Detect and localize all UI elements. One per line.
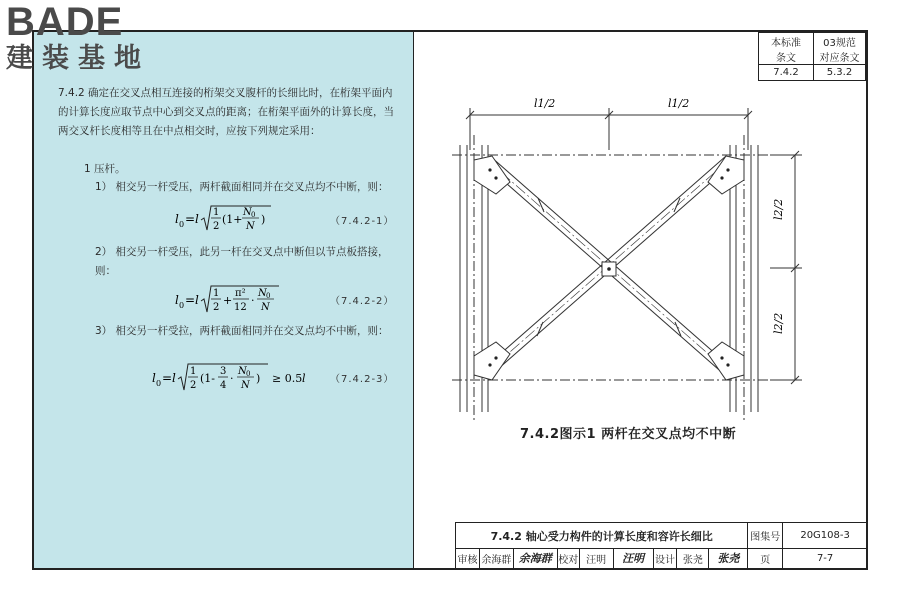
gusset-bottom-left xyxy=(474,342,510,380)
svg-text:·: · xyxy=(230,372,234,385)
svg-text:N: N xyxy=(243,207,252,218)
ref-header-right-line2: 对应条文 xyxy=(819,52,860,64)
page-number: 7-7 xyxy=(816,552,834,564)
atlas-label: 图集号 xyxy=(748,523,783,548)
svg-text:N: N xyxy=(241,380,250,391)
ref-value-left: 7.4.2 xyxy=(759,65,814,81)
svg-text:0: 0 xyxy=(179,301,185,310)
svg-text:·: · xyxy=(251,294,255,307)
eq1-number: （7.4.2-1） xyxy=(330,216,395,227)
svg-text:≥ 0.5: ≥ 0.5 xyxy=(272,372,303,385)
ref-value-right: 5.3.2 xyxy=(814,65,866,81)
formula-3-svg xyxy=(152,362,312,394)
signature-row xyxy=(456,548,867,568)
case-3-text: 3） 相交另一杆受拉，两杆截面相同并在交叉点均不中断，则： xyxy=(95,325,389,337)
ref-header-right xyxy=(814,33,866,65)
svg-text:0: 0 xyxy=(156,379,162,388)
eq2-number: （7.4.2-2） xyxy=(330,296,395,307)
title-block xyxy=(455,522,867,568)
svg-text:π²: π² xyxy=(235,288,246,299)
svg-text:4: 4 xyxy=(220,380,227,391)
svg-text:l: l xyxy=(175,212,179,226)
svg-text:12: 12 xyxy=(234,302,247,313)
svg-text:l: l xyxy=(175,293,179,307)
bolt xyxy=(494,176,497,179)
bolt xyxy=(488,363,491,366)
bolt xyxy=(726,363,729,366)
svg-text:l: l xyxy=(195,293,199,307)
ref-header-right-line1: 03规范 xyxy=(823,37,856,49)
atlas-number: 20G108-3 xyxy=(800,530,850,541)
dim-label-right-lower: l2/2 xyxy=(772,312,785,334)
page-label: 页 xyxy=(748,548,783,568)
dim-label-right-upper: l2/2 xyxy=(772,198,785,220)
svg-text:(1-: (1- xyxy=(200,372,216,385)
designer-name: 张尧 xyxy=(677,548,709,568)
svg-text:=: = xyxy=(185,212,196,226)
bolt xyxy=(720,176,723,179)
gusset-top-right xyxy=(708,156,744,194)
logo-brand: BADE xyxy=(6,0,124,44)
svg-text:1: 1 xyxy=(213,288,220,299)
formula-1-svg xyxy=(175,204,285,234)
svg-text:N: N xyxy=(246,221,255,232)
reference-table xyxy=(758,32,866,81)
svg-text:0: 0 xyxy=(251,211,256,219)
title-row xyxy=(456,523,867,549)
svg-text:0: 0 xyxy=(266,292,271,300)
svg-text:2: 2 xyxy=(190,380,197,391)
svg-text:0: 0 xyxy=(179,220,185,229)
eq3-number: （7.4.2-3） xyxy=(330,374,395,385)
formula-1 xyxy=(175,204,285,237)
checker-signature: 汪明 xyxy=(614,548,654,568)
filler-4 xyxy=(537,322,543,336)
svg-text:3: 3 xyxy=(220,366,227,377)
reviewer-name: 余海群 xyxy=(480,548,514,568)
formula-2 xyxy=(175,284,285,319)
formula-2-svg xyxy=(175,284,285,316)
check-label: 校对 xyxy=(558,548,580,568)
svg-text:2: 2 xyxy=(213,302,220,313)
sheet-title: 7.4.2 轴心受力构件的计算长度和容许长细比 xyxy=(456,523,748,548)
gusset-bottom-right xyxy=(708,342,744,380)
bolt xyxy=(494,356,497,359)
review-label: 审核 xyxy=(456,548,480,568)
design-label: 设计 xyxy=(654,548,678,568)
ref-header-left xyxy=(759,33,814,65)
formula-3 xyxy=(152,362,312,397)
bolt xyxy=(720,356,723,359)
item-1: 1 压杆。 xyxy=(84,163,126,175)
ref-header-left-line2: 条文 xyxy=(776,52,796,64)
logo xyxy=(6,2,182,82)
svg-text:): ) xyxy=(261,213,266,226)
svg-text:2: 2 xyxy=(213,221,220,232)
svg-text:N: N xyxy=(261,302,270,313)
case-1-text: 1） 相交另一杆受压，两杆截面相同并在交叉点均不中断，则： xyxy=(95,181,389,193)
ref-header-left-line1: 本标准 xyxy=(771,37,801,49)
svg-text:N: N xyxy=(258,288,267,299)
svg-text:=: = xyxy=(162,371,173,385)
case-2-text: 2） 相交另一杆受压，此另一杆在交叉点中断但以节点板搭接，则： xyxy=(95,246,389,277)
cross-bracing-drawing xyxy=(430,90,830,420)
svg-text:(1+: (1+ xyxy=(222,213,243,226)
svg-text:1: 1 xyxy=(213,207,220,218)
svg-text:l: l xyxy=(195,212,199,226)
svg-text:): ) xyxy=(256,372,261,385)
svg-text:N: N xyxy=(238,366,247,377)
bolt xyxy=(726,168,729,171)
svg-text:l: l xyxy=(172,371,176,385)
reviewer-signature: 余海群 xyxy=(514,548,558,568)
svg-text:l: l xyxy=(152,371,156,385)
dim-label-top-left: l1/2 xyxy=(534,97,556,110)
gusset-top-left xyxy=(474,156,510,194)
dim-label-top-right: l1/2 xyxy=(668,97,690,110)
clause-text: 7.4.2 确定在交叉点相互连接的桁架交叉腹杆的长细比时，在桁架平面内的计算长度应取节点中心到交叉点的距离；在桁架平面外的计算长度，当两交叉杆长度相等且在中点相交时，应按下列规定采用： xyxy=(58,87,394,137)
bolt-center xyxy=(607,267,611,271)
logo-subtitle: 建装基地 xyxy=(6,43,150,74)
figure-caption: 7.4.2图示1 两杆在交叉点均不中断 xyxy=(520,427,737,442)
checker-name: 汪明 xyxy=(580,548,614,568)
designer-signature: 张尧 xyxy=(709,548,748,568)
svg-text:l: l xyxy=(302,372,306,385)
svg-text:=: = xyxy=(185,293,196,307)
svg-text:0: 0 xyxy=(246,370,251,378)
svg-text:1: 1 xyxy=(190,366,197,377)
bolt xyxy=(488,168,491,171)
svg-text:+: + xyxy=(223,294,233,307)
